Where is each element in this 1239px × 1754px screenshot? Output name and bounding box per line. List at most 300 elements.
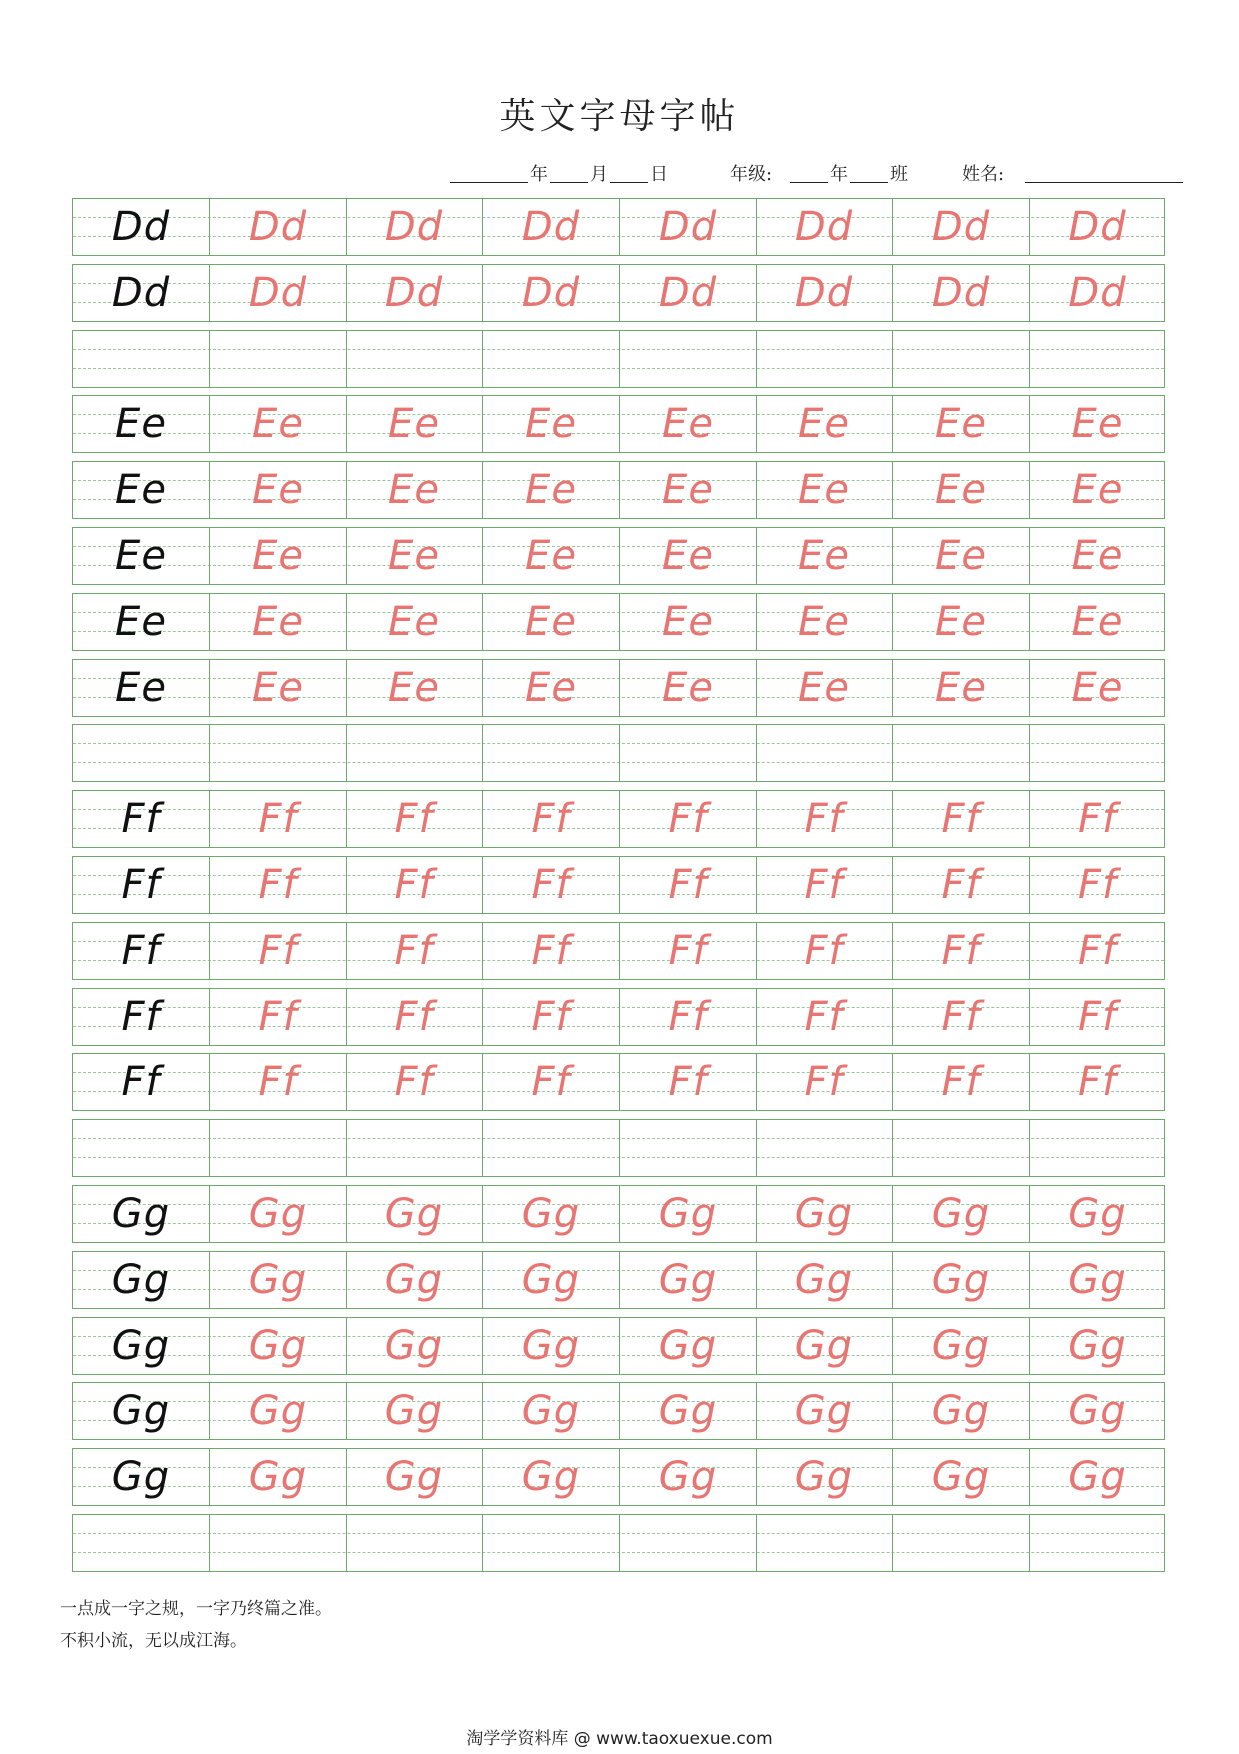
trace-cell[interactable]	[893, 725, 1030, 781]
trace-letter: Ff	[668, 796, 708, 842]
trace-cell[interactable]	[893, 1449, 1030, 1505]
quote-line-2: 不积小流，无以成江海。	[60, 1631, 247, 1651]
blank-practice-row	[72, 330, 1165, 388]
trace-cell[interactable]	[620, 1054, 757, 1110]
trace-cell[interactable]	[1029, 1383, 1166, 1439]
model-cell[interactable]	[73, 1449, 210, 1505]
trace-letter: Gg	[931, 1191, 991, 1237]
model-cell[interactable]	[73, 331, 210, 387]
model-letter: Ee	[115, 665, 167, 711]
trace-letter: Ff	[531, 994, 571, 1040]
model-letter: Ff	[121, 862, 161, 908]
trace-cell[interactable]	[1029, 923, 1166, 979]
trace-cell[interactable]	[893, 660, 1030, 716]
trace-letter: Gg	[658, 1191, 718, 1237]
trace-letter: Dd	[521, 204, 581, 250]
trace-cell[interactable]	[346, 1318, 483, 1374]
trace-cell[interactable]	[756, 857, 893, 913]
trace-cell[interactable]	[483, 791, 620, 847]
trace-cell[interactable]	[1029, 1515, 1166, 1571]
trace-letter: Gg	[931, 1323, 991, 1369]
trace-cell[interactable]	[210, 594, 347, 650]
trace-cell[interactable]	[483, 923, 620, 979]
trace-cell[interactable]	[893, 1383, 1030, 1439]
trace-letter: Ee	[935, 467, 987, 513]
trace-letter: Ff	[1077, 862, 1118, 908]
trace-cell[interactable]	[620, 660, 757, 716]
trace-letter: Ee	[798, 665, 850, 711]
trace-cell[interactable]	[483, 1054, 620, 1110]
trace-cell[interactable]	[893, 1120, 1030, 1176]
practice-row	[72, 264, 1165, 322]
trace-cell[interactable]	[1029, 331, 1166, 387]
trace-letter: Dd	[931, 204, 991, 250]
practice-row	[72, 922, 1165, 980]
model-letter: Ee	[115, 599, 167, 645]
model-cell[interactable]	[73, 1318, 210, 1374]
trace-letter: Gg	[1068, 1323, 1127, 1369]
grade-year-label: 年	[830, 164, 848, 185]
trace-cell[interactable]	[893, 199, 1030, 255]
trace-cell[interactable]	[483, 594, 620, 650]
trace-cell[interactable]	[346, 265, 483, 321]
trace-cell[interactable]	[620, 1515, 757, 1571]
blank-practice-row	[72, 724, 1165, 782]
model-cell[interactable]	[73, 791, 210, 847]
trace-letter: Gg	[658, 1323, 718, 1369]
trace-cell[interactable]	[346, 1383, 483, 1439]
trace-cell[interactable]	[210, 528, 347, 584]
trace-letter: Gg	[384, 1191, 444, 1237]
footer-watermark: 淘学学资料库 @ www.taoxuexue.com	[466, 1729, 773, 1749]
trace-cell[interactable]	[620, 857, 757, 913]
grade-blank[interactable]	[790, 182, 828, 183]
day-label: 日	[650, 164, 668, 185]
trace-cell[interactable]	[620, 1383, 757, 1439]
trace-cell[interactable]	[346, 1054, 483, 1110]
model-letter: Ff	[121, 994, 161, 1040]
trace-letter: Gg	[794, 1257, 854, 1303]
trace-cell[interactable]	[346, 199, 483, 255]
trace-letter: Ee	[662, 401, 714, 447]
model-letter: Dd	[111, 204, 171, 250]
year-blank[interactable]	[450, 182, 528, 183]
trace-letter: Ee	[662, 599, 714, 645]
trace-cell[interactable]	[210, 331, 347, 387]
practice-row	[72, 395, 1165, 453]
trace-letter: Gg	[1068, 1257, 1127, 1303]
trace-cell[interactable]	[893, 1054, 1030, 1110]
class-label: 班	[890, 164, 908, 185]
trace-cell[interactable]	[756, 660, 893, 716]
trace-cell[interactable]	[1029, 857, 1166, 913]
trace-cell[interactable]	[620, 331, 757, 387]
trace-cell[interactable]	[756, 594, 893, 650]
trace-letter: Ff	[531, 796, 571, 842]
trace-cell[interactable]	[346, 1252, 483, 1308]
model-cell[interactable]	[73, 1054, 210, 1110]
trace-cell[interactable]	[483, 1318, 620, 1374]
trace-letter: Ee	[662, 665, 714, 711]
trace-letter: Gg	[794, 1323, 854, 1369]
trace-letter: Ee	[388, 599, 440, 645]
trace-cell[interactable]	[210, 1318, 347, 1374]
trace-letter: Gg	[248, 1388, 308, 1434]
trace-cell[interactable]	[620, 1318, 757, 1374]
trace-cell[interactable]	[620, 791, 757, 847]
trace-letter: Ee	[935, 533, 987, 579]
trace-letter: Ff	[1077, 796, 1118, 842]
trace-cell[interactable]	[483, 1383, 620, 1439]
trace-cell[interactable]	[1029, 1054, 1166, 1110]
trace-cell[interactable]	[210, 265, 347, 321]
trace-cell[interactable]	[756, 199, 893, 255]
trace-cell[interactable]	[893, 265, 1030, 321]
trace-letter: Ee	[935, 401, 987, 447]
trace-cell[interactable]	[893, 1252, 1030, 1308]
trace-letter: Gg	[248, 1454, 308, 1500]
trace-cell[interactable]	[1029, 725, 1166, 781]
trace-letter: Dd	[384, 270, 444, 316]
trace-letter: Gg	[1068, 1191, 1127, 1237]
trace-cell[interactable]	[483, 396, 620, 452]
model-cell[interactable]	[73, 396, 210, 452]
trace-cell[interactable]	[756, 1383, 893, 1439]
trace-cell[interactable]	[1029, 989, 1166, 1045]
trace-letter: Gg	[521, 1257, 581, 1303]
trace-letter: Gg	[1068, 1454, 1127, 1500]
trace-cell[interactable]	[210, 199, 347, 255]
trace-cell[interactable]	[346, 857, 483, 913]
trace-letter: Gg	[658, 1454, 718, 1500]
trace-cell[interactable]	[1029, 462, 1166, 518]
model-cell[interactable]	[73, 1383, 210, 1439]
trace-cell[interactable]	[893, 396, 1030, 452]
model-cell[interactable]	[73, 923, 210, 979]
month-label: 月	[590, 164, 608, 185]
trace-cell[interactable]	[1029, 1318, 1166, 1374]
model-cell[interactable]	[73, 660, 210, 716]
model-letter: Ff	[121, 796, 161, 842]
model-cell[interactable]	[73, 725, 210, 781]
trace-cell[interactable]	[756, 265, 893, 321]
trace-letter: Ff	[394, 928, 434, 974]
model-cell[interactable]	[73, 989, 210, 1045]
trace-letter: Gg	[658, 1257, 718, 1303]
practice-row	[72, 1053, 1165, 1111]
trace-cell[interactable]	[620, 462, 757, 518]
trace-cell[interactable]	[893, 1515, 1030, 1571]
trace-cell[interactable]	[756, 791, 893, 847]
trace-cell[interactable]	[893, 594, 1030, 650]
trace-cell[interactable]	[483, 989, 620, 1045]
trace-cell[interactable]	[756, 1186, 893, 1242]
trace-letter: Ee	[252, 599, 304, 645]
trace-letter: Ff	[531, 862, 571, 908]
trace-cell[interactable]	[756, 1515, 893, 1571]
trace-letter: Ee	[662, 533, 714, 579]
trace-letter: Gg	[384, 1257, 444, 1303]
trace-letter: Ee	[525, 533, 577, 579]
trace-cell[interactable]	[346, 396, 483, 452]
trace-letter: Ee	[525, 401, 577, 447]
trace-cell[interactable]	[210, 660, 347, 716]
trace-letter: Dd	[248, 204, 308, 250]
trace-cell[interactable]	[893, 989, 1030, 1045]
trace-letter: Ee	[388, 533, 440, 579]
practice-row	[72, 790, 1165, 848]
trace-cell[interactable]	[346, 1515, 483, 1571]
trace-letter: Ee	[252, 665, 304, 711]
trace-letter: Gg	[794, 1454, 854, 1500]
model-cell[interactable]	[73, 265, 210, 321]
trace-cell[interactable]	[756, 528, 893, 584]
trace-cell[interactable]	[756, 1252, 893, 1308]
trace-letter: Ee	[388, 665, 440, 711]
trace-letter: Ff	[394, 1059, 434, 1105]
trace-cell[interactable]	[483, 528, 620, 584]
trace-cell[interactable]	[210, 989, 347, 1045]
trace-letter: Ee	[798, 467, 850, 513]
trace-cell[interactable]	[893, 1186, 1030, 1242]
model-cell[interactable]	[73, 1120, 210, 1176]
trace-cell[interactable]	[483, 857, 620, 913]
trace-cell[interactable]	[893, 331, 1030, 387]
trace-letter: Gg	[794, 1191, 854, 1237]
model-cell[interactable]	[73, 1515, 210, 1571]
trace-cell[interactable]	[483, 1515, 620, 1571]
trace-cell[interactable]	[756, 462, 893, 518]
trace-cell[interactable]	[1029, 199, 1166, 255]
trace-cell[interactable]	[210, 1515, 347, 1571]
trace-cell[interactable]	[346, 462, 483, 518]
trace-letter: Gg	[931, 1454, 991, 1500]
trace-cell[interactable]	[210, 462, 347, 518]
model-letter: Dd	[111, 270, 171, 316]
trace-cell[interactable]	[1029, 660, 1166, 716]
trace-cell[interactable]	[620, 1252, 757, 1308]
trace-cell[interactable]	[346, 989, 483, 1045]
trace-letter: Ee	[252, 401, 304, 447]
trace-cell[interactable]	[756, 725, 893, 781]
trace-letter: Ff	[668, 994, 708, 1040]
trace-cell[interactable]	[620, 265, 757, 321]
trace-letter: Ee	[525, 467, 577, 513]
trace-cell[interactable]	[893, 857, 1030, 913]
trace-letter: Ee	[935, 665, 987, 711]
trace-cell[interactable]	[620, 396, 757, 452]
trace-cell[interactable]	[620, 725, 757, 781]
trace-cell[interactable]	[893, 923, 1030, 979]
trace-cell[interactable]	[483, 1120, 620, 1176]
model-letter: Gg	[111, 1388, 171, 1434]
trace-cell[interactable]	[346, 528, 483, 584]
trace-letter: Ee	[1071, 467, 1124, 513]
trace-cell[interactable]	[620, 199, 757, 255]
trace-cell[interactable]	[756, 396, 893, 452]
name-blank[interactable]	[1025, 182, 1183, 183]
page-title: 英文字母字帖	[499, 96, 740, 137]
trace-letter: Gg	[1068, 1388, 1127, 1434]
trace-cell[interactable]	[620, 989, 757, 1045]
trace-cell[interactable]	[1029, 1186, 1166, 1242]
month-blank[interactable]	[550, 182, 588, 183]
trace-cell[interactable]	[620, 1186, 757, 1242]
practice-row	[72, 593, 1165, 651]
trace-letter: Ee	[388, 401, 440, 447]
trace-cell[interactable]	[893, 791, 1030, 847]
trace-cell[interactable]	[756, 989, 893, 1045]
trace-letter: Ff	[394, 796, 434, 842]
trace-letter: Ff	[941, 862, 981, 908]
trace-letter: Gg	[521, 1454, 581, 1500]
trace-letter: Dd	[1068, 270, 1127, 316]
trace-cell[interactable]	[756, 1120, 893, 1176]
trace-cell[interactable]	[346, 1449, 483, 1505]
trace-cell[interactable]	[1029, 1252, 1166, 1308]
model-letter: Ee	[115, 467, 167, 513]
day-blank[interactable]	[610, 182, 648, 183]
trace-cell[interactable]	[1029, 265, 1166, 321]
name-label: 姓名:	[962, 164, 1005, 185]
blank-practice-row	[72, 1119, 1165, 1177]
trace-cell[interactable]	[210, 1383, 347, 1439]
trace-letter: Ee	[1071, 401, 1124, 447]
trace-cell[interactable]	[210, 791, 347, 847]
trace-letter: Ee	[252, 467, 304, 513]
trace-cell[interactable]	[893, 1318, 1030, 1374]
trace-letter: Ff	[258, 796, 298, 842]
trace-letter: Ee	[388, 467, 440, 513]
trace-letter: Dd	[521, 270, 581, 316]
trace-cell[interactable]	[210, 1054, 347, 1110]
trace-cell[interactable]	[346, 594, 483, 650]
trace-cell[interactable]	[756, 1449, 893, 1505]
trace-cell[interactable]	[620, 528, 757, 584]
trace-letter: Ff	[1077, 994, 1118, 1040]
trace-letter: Ee	[935, 599, 987, 645]
trace-cell[interactable]	[210, 396, 347, 452]
model-cell[interactable]	[73, 528, 210, 584]
trace-cell[interactable]	[620, 1449, 757, 1505]
trace-cell[interactable]	[483, 199, 620, 255]
practice-row	[72, 1317, 1165, 1375]
trace-cell[interactable]	[756, 1054, 893, 1110]
trace-letter: Gg	[794, 1388, 854, 1434]
model-letter: Gg	[111, 1257, 171, 1303]
trace-cell[interactable]	[346, 660, 483, 716]
trace-cell[interactable]	[1029, 1120, 1166, 1176]
trace-cell[interactable]	[210, 1449, 347, 1505]
trace-letter: Ff	[258, 862, 298, 908]
trace-cell[interactable]	[346, 923, 483, 979]
trace-cell[interactable]	[620, 594, 757, 650]
trace-letter: Dd	[794, 204, 854, 250]
trace-cell[interactable]	[1029, 1449, 1166, 1505]
trace-cell[interactable]	[620, 923, 757, 979]
trace-letter: Gg	[931, 1388, 991, 1434]
trace-cell[interactable]	[756, 331, 893, 387]
trace-cell[interactable]	[1029, 594, 1166, 650]
trace-letter: Ff	[804, 1059, 844, 1105]
trace-cell[interactable]	[346, 331, 483, 387]
trace-cell[interactable]	[620, 1120, 757, 1176]
trace-letter: Ff	[668, 928, 708, 974]
trace-cell[interactable]	[483, 462, 620, 518]
trace-cell[interactable]	[210, 1186, 347, 1242]
trace-letter: Gg	[248, 1191, 308, 1237]
trace-letter: Gg	[521, 1323, 581, 1369]
trace-letter: Ff	[1077, 928, 1118, 974]
trace-letter: Gg	[521, 1388, 581, 1434]
model-cell[interactable]	[73, 594, 210, 650]
trace-letter: Dd	[658, 270, 718, 316]
model-letter: Gg	[111, 1191, 171, 1237]
trace-letter: Gg	[248, 1323, 308, 1369]
trace-cell[interactable]	[210, 725, 347, 781]
trace-letter: Ff	[258, 928, 298, 974]
trace-cell[interactable]	[210, 923, 347, 979]
trace-cell[interactable]	[483, 660, 620, 716]
model-letter: Ff	[121, 1059, 161, 1105]
trace-letter: Gg	[384, 1323, 444, 1369]
trace-cell[interactable]	[346, 791, 483, 847]
trace-cell[interactable]	[346, 725, 483, 781]
practice-row	[72, 461, 1165, 519]
trace-cell[interactable]	[210, 1252, 347, 1308]
trace-cell[interactable]	[483, 331, 620, 387]
trace-cell[interactable]	[756, 923, 893, 979]
trace-cell[interactable]	[1029, 396, 1166, 452]
trace-letter: Ff	[1077, 1059, 1118, 1105]
trace-cell[interactable]	[483, 265, 620, 321]
trace-cell[interactable]	[483, 725, 620, 781]
trace-letter: Ff	[394, 994, 434, 1040]
trace-letter: Ff	[941, 1059, 981, 1105]
model-cell[interactable]	[73, 199, 210, 255]
model-letter: Ee	[115, 401, 167, 447]
model-cell[interactable]	[73, 857, 210, 913]
practice-row	[72, 659, 1165, 717]
trace-letter: Gg	[521, 1191, 581, 1237]
trace-cell[interactable]	[1029, 528, 1166, 584]
trace-cell[interactable]	[210, 857, 347, 913]
trace-letter: Ff	[531, 928, 571, 974]
model-letter: Ee	[115, 533, 167, 579]
model-cell[interactable]	[73, 1186, 210, 1242]
trace-letter: Ee	[662, 467, 714, 513]
trace-cell[interactable]	[210, 1120, 347, 1176]
practice-row	[72, 1251, 1165, 1309]
trace-cell[interactable]	[483, 1252, 620, 1308]
trace-cell[interactable]	[893, 462, 1030, 518]
model-cell[interactable]	[73, 462, 210, 518]
trace-letter: Ee	[525, 665, 577, 711]
practice-row	[72, 1185, 1165, 1243]
trace-cell[interactable]	[1029, 791, 1166, 847]
trace-cell[interactable]	[346, 1186, 483, 1242]
trace-cell[interactable]	[756, 1318, 893, 1374]
trace-cell[interactable]	[893, 528, 1030, 584]
trace-cell[interactable]	[346, 1120, 483, 1176]
model-cell[interactable]	[73, 1252, 210, 1308]
trace-letter: Ff	[941, 994, 981, 1040]
trace-letter: Ee	[252, 533, 304, 579]
class-blank[interactable]	[850, 182, 888, 183]
trace-letter: Ff	[258, 994, 298, 1040]
trace-cell[interactable]	[483, 1186, 620, 1242]
trace-cell[interactable]	[483, 1449, 620, 1505]
